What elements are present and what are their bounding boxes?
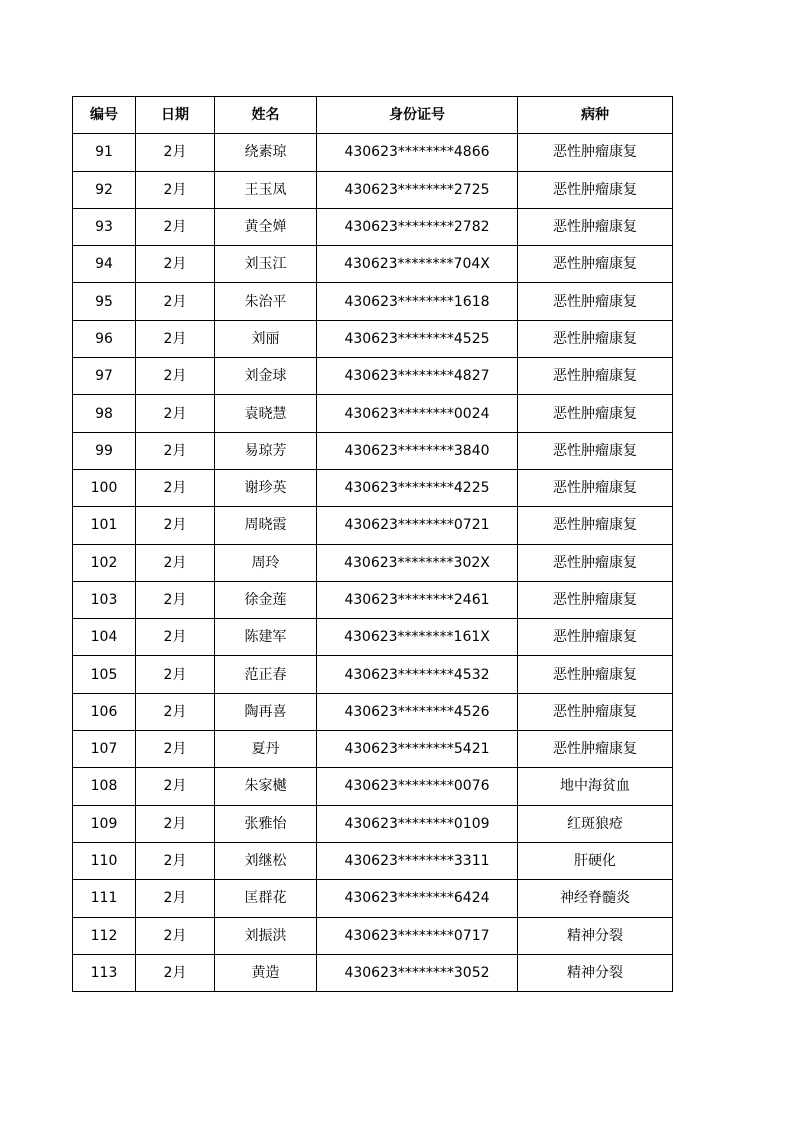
cell-id-number: 430623********3840	[317, 432, 518, 469]
cell-no: 100	[73, 469, 136, 506]
cell-no: 94	[73, 246, 136, 283]
cell-date: 2月	[136, 283, 215, 320]
cell-disease: 红斑狼疮	[518, 805, 673, 842]
cell-id-number: 430623********4525	[317, 320, 518, 357]
cell-disease: 精神分裂	[518, 917, 673, 954]
cell-date: 2月	[136, 693, 215, 730]
cell-no: 101	[73, 507, 136, 544]
table-row	[73, 469, 673, 506]
cell-id-number: 430623********6424	[317, 880, 518, 917]
cell-name: 黄全婵	[215, 208, 317, 245]
cell-name: 朱家樾	[215, 768, 317, 805]
cell-id-number: 430623********704X	[317, 246, 518, 283]
cell-disease: 肝硬化	[518, 842, 673, 879]
cell-id-number: 430623********0109	[317, 805, 518, 842]
cell-disease: 神经脊髓炎	[518, 880, 673, 917]
cell-name: 黄造	[215, 954, 317, 991]
cell-disease: 地中海贫血	[518, 768, 673, 805]
table-row	[73, 507, 673, 544]
cell-no: 99	[73, 432, 136, 469]
cell-no: 112	[73, 917, 136, 954]
cell-id-number: 430623********2782	[317, 208, 518, 245]
cell-no: 93	[73, 208, 136, 245]
cell-no: 105	[73, 656, 136, 693]
cell-id-number: 430623********3052	[317, 954, 518, 991]
table-row	[73, 246, 673, 283]
cell-disease: 恶性肿瘤康复	[518, 134, 673, 171]
table-row	[73, 283, 673, 320]
cell-no: 113	[73, 954, 136, 991]
cell-no: 98	[73, 395, 136, 432]
cell-date: 2月	[136, 656, 215, 693]
cell-id-number: 430623********4532	[317, 656, 518, 693]
cell-disease: 精神分裂	[518, 954, 673, 991]
cell-name: 刘振洪	[215, 917, 317, 954]
header-id: 身份证号	[317, 97, 518, 134]
cell-id-number: 430623********5421	[317, 731, 518, 768]
header-disease: 病种	[518, 97, 673, 134]
header-no: 编号	[73, 97, 136, 134]
table-row	[73, 731, 673, 768]
cell-date: 2月	[136, 768, 215, 805]
cell-disease: 恶性肿瘤康复	[518, 358, 673, 395]
table-row	[73, 619, 673, 656]
cell-no: 110	[73, 842, 136, 879]
cell-disease: 恶性肿瘤康复	[518, 432, 673, 469]
cell-no: 92	[73, 171, 136, 208]
cell-name: 周玲	[215, 544, 317, 581]
table-row	[73, 544, 673, 581]
cell-name: 范正春	[215, 656, 317, 693]
table-body	[73, 134, 673, 992]
cell-id-number: 430623********4827	[317, 358, 518, 395]
cell-disease: 恶性肿瘤康复	[518, 544, 673, 581]
cell-date: 2月	[136, 320, 215, 357]
records-table	[72, 96, 673, 992]
cell-no: 104	[73, 619, 136, 656]
cell-disease: 恶性肿瘤康复	[518, 619, 673, 656]
cell-name: 徐金莲	[215, 581, 317, 618]
cell-date: 2月	[136, 544, 215, 581]
cell-no: 91	[73, 134, 136, 171]
cell-id-number: 430623********302X	[317, 544, 518, 581]
table-row	[73, 358, 673, 395]
table-row	[73, 581, 673, 618]
cell-id-number: 430623********0024	[317, 395, 518, 432]
cell-id-number: 430623********0717	[317, 917, 518, 954]
cell-name: 刘继松	[215, 842, 317, 879]
cell-id-number: 430623********161X	[317, 619, 518, 656]
cell-id-number: 430623********0721	[317, 507, 518, 544]
header-row	[73, 97, 673, 134]
cell-date: 2月	[136, 581, 215, 618]
table-row	[73, 842, 673, 879]
cell-name: 刘金球	[215, 358, 317, 395]
table-row	[73, 805, 673, 842]
cell-date: 2月	[136, 395, 215, 432]
table-row	[73, 432, 673, 469]
cell-name: 王玉凤	[215, 171, 317, 208]
cell-disease: 恶性肿瘤康复	[518, 283, 673, 320]
cell-disease: 恶性肿瘤康复	[518, 656, 673, 693]
cell-id-number: 430623********2725	[317, 171, 518, 208]
cell-name: 周晓霞	[215, 507, 317, 544]
cell-disease: 恶性肿瘤康复	[518, 581, 673, 618]
cell-disease: 恶性肿瘤康复	[518, 171, 673, 208]
table-row	[73, 880, 673, 917]
cell-name: 朱治平	[215, 283, 317, 320]
spreadsheet-page	[72, 96, 673, 992]
cell-name: 刘玉江	[215, 246, 317, 283]
cell-date: 2月	[136, 805, 215, 842]
cell-name: 刘丽	[215, 320, 317, 357]
cell-id-number: 430623********0076	[317, 768, 518, 805]
cell-disease: 恶性肿瘤康复	[518, 731, 673, 768]
cell-no: 108	[73, 768, 136, 805]
cell-disease: 恶性肿瘤康复	[518, 469, 673, 506]
cell-no: 106	[73, 693, 136, 730]
cell-disease: 恶性肿瘤康复	[518, 395, 673, 432]
cell-date: 2月	[136, 208, 215, 245]
cell-date: 2月	[136, 246, 215, 283]
cell-disease: 恶性肿瘤康复	[518, 693, 673, 730]
table-row	[73, 134, 673, 171]
table-row	[73, 656, 673, 693]
table-row	[73, 171, 673, 208]
cell-name: 夏丹	[215, 731, 317, 768]
cell-name: 绕素琼	[215, 134, 317, 171]
cell-date: 2月	[136, 134, 215, 171]
table-row	[73, 320, 673, 357]
cell-date: 2月	[136, 432, 215, 469]
cell-id-number: 430623********2461	[317, 581, 518, 618]
cell-no: 111	[73, 880, 136, 917]
cell-date: 2月	[136, 507, 215, 544]
cell-name: 袁晓慧	[215, 395, 317, 432]
cell-name: 陶再喜	[215, 693, 317, 730]
header-date: 日期	[136, 97, 215, 134]
cell-no: 103	[73, 581, 136, 618]
table-row	[73, 768, 673, 805]
table-row	[73, 954, 673, 991]
table-row	[73, 395, 673, 432]
cell-name: 易琼芳	[215, 432, 317, 469]
cell-no: 109	[73, 805, 136, 842]
cell-date: 2月	[136, 954, 215, 991]
cell-date: 2月	[136, 880, 215, 917]
table-row	[73, 917, 673, 954]
cell-date: 2月	[136, 469, 215, 506]
cell-date: 2月	[136, 171, 215, 208]
cell-id-number: 430623********4225	[317, 469, 518, 506]
table-row	[73, 208, 673, 245]
cell-no: 107	[73, 731, 136, 768]
cell-id-number: 430623********4526	[317, 693, 518, 730]
cell-name: 张雅怡	[215, 805, 317, 842]
cell-date: 2月	[136, 619, 215, 656]
cell-name: 谢珍英	[215, 469, 317, 506]
cell-disease: 恶性肿瘤康复	[518, 507, 673, 544]
cell-name: 陈建军	[215, 619, 317, 656]
cell-id-number: 430623********4866	[317, 134, 518, 171]
cell-no: 102	[73, 544, 136, 581]
header-name: 姓名	[215, 97, 317, 134]
cell-date: 2月	[136, 842, 215, 879]
cell-no: 95	[73, 283, 136, 320]
cell-id-number: 430623********3311	[317, 842, 518, 879]
cell-date: 2月	[136, 358, 215, 395]
cell-disease: 恶性肿瘤康复	[518, 246, 673, 283]
cell-disease: 恶性肿瘤康复	[518, 320, 673, 357]
cell-disease: 恶性肿瘤康复	[518, 208, 673, 245]
cell-id-number: 430623********1618	[317, 283, 518, 320]
cell-no: 96	[73, 320, 136, 357]
cell-no: 97	[73, 358, 136, 395]
cell-name: 匡群花	[215, 880, 317, 917]
cell-date: 2月	[136, 917, 215, 954]
cell-date: 2月	[136, 731, 215, 768]
table-row	[73, 693, 673, 730]
